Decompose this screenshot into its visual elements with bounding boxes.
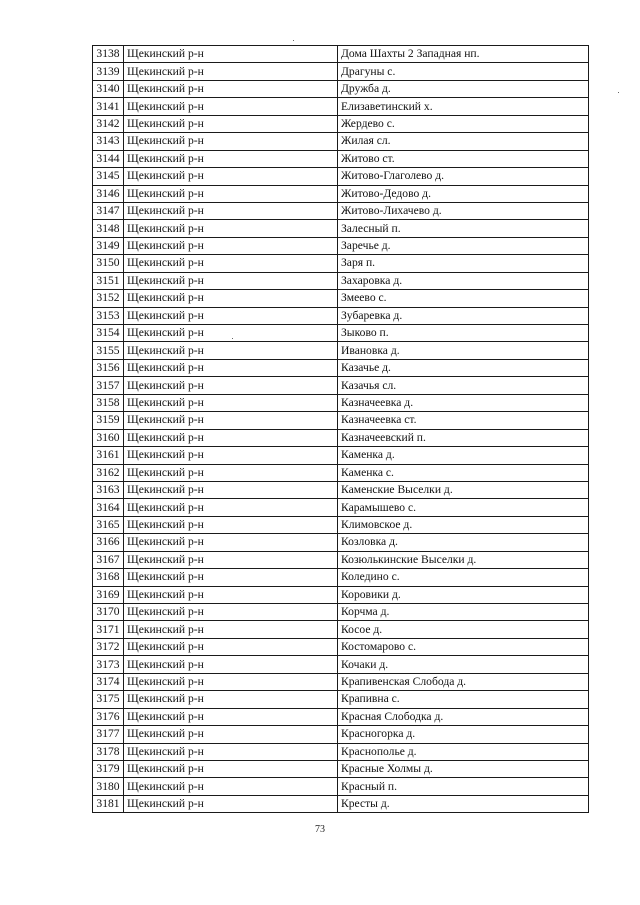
table-row [93, 185, 589, 202]
district-cell: Щекинский р-н [124, 481, 338, 498]
table-row [93, 98, 589, 115]
row-number-cell: 3159 [93, 412, 124, 429]
settlement-name-cell: Костомарово с. [338, 638, 589, 655]
row-number-cell: 3154 [93, 325, 124, 342]
settlement-name-cell: Кресты д. [338, 795, 589, 812]
settlement-name-cell: Краснополье д. [338, 743, 589, 760]
district-cell: Щекинский р-н [124, 237, 338, 254]
row-number-cell: 3143 [93, 133, 124, 150]
row-number-cell: 3181 [93, 795, 124, 812]
district-cell: Щекинский р-н [124, 133, 338, 150]
district-cell: Щекинский р-н [124, 394, 338, 411]
table-row [93, 429, 589, 446]
table-row [93, 307, 589, 324]
row-number-cell: 3151 [93, 272, 124, 289]
scan-speck [618, 92, 619, 93]
district-cell: Щекинский р-н [124, 743, 338, 760]
settlement-name-cell: Климовское д. [338, 516, 589, 533]
district-cell: Щекинский р-н [124, 551, 338, 568]
row-number-cell: 3152 [93, 290, 124, 307]
row-number-cell: 3162 [93, 464, 124, 481]
settlement-name-cell: Каменка с. [338, 464, 589, 481]
settlement-name-cell: Коледино с. [338, 569, 589, 586]
row-number-cell: 3144 [93, 150, 124, 167]
district-cell: Щекинский р-н [124, 760, 338, 777]
district-cell: Щекинский р-н [124, 255, 338, 272]
table-row [93, 342, 589, 359]
row-number-cell: 3158 [93, 394, 124, 411]
settlement-name-cell: Зубаревка д. [338, 307, 589, 324]
scan-speck [293, 40, 294, 41]
settlement-name-cell: Захаровка д. [338, 272, 589, 289]
row-number-cell: 3150 [93, 255, 124, 272]
settlement-name-cell: Житово ст. [338, 150, 589, 167]
district-cell: Щекинский р-н [124, 115, 338, 132]
settlement-name-cell: Карамышево с. [338, 499, 589, 516]
settlement-name-cell: Драгуны с. [338, 63, 589, 80]
district-cell: Щекинский р-н [124, 98, 338, 115]
district-cell: Щекинский р-н [124, 656, 338, 673]
row-number-cell: 3168 [93, 569, 124, 586]
table-row [93, 133, 589, 150]
row-number-cell: 3157 [93, 377, 124, 394]
settlement-name-cell: Дружба д. [338, 80, 589, 97]
district-cell: Щекинский р-н [124, 708, 338, 725]
table-row [93, 569, 589, 586]
row-number-cell: 3145 [93, 168, 124, 185]
district-cell: Щекинский р-н [124, 499, 338, 516]
settlement-name-cell: Дома Шахты 2 Западная нп. [338, 46, 589, 63]
table-row [93, 255, 589, 272]
table-row [93, 673, 589, 690]
table-row [93, 708, 589, 725]
table-body [93, 46, 589, 813]
district-cell: Щекинский р-н [124, 534, 338, 551]
table-row [93, 621, 589, 638]
table-row [93, 394, 589, 411]
table-row [93, 168, 589, 185]
row-number-cell: 3172 [93, 638, 124, 655]
table-row [93, 377, 589, 394]
row-number-cell: 3178 [93, 743, 124, 760]
settlement-name-cell: Корчма д. [338, 604, 589, 621]
settlement-name-cell: Каменские Выселки д. [338, 481, 589, 498]
district-cell: Щекинский р-н [124, 168, 338, 185]
row-number-cell: 3166 [93, 534, 124, 551]
district-cell: Щекинский р-н [124, 726, 338, 743]
table-row [93, 743, 589, 760]
row-number-cell: 3175 [93, 691, 124, 708]
scan-speck [232, 338, 233, 339]
district-cell: Щекинский р-н [124, 464, 338, 481]
row-number-cell: 3174 [93, 673, 124, 690]
settlement-name-cell: Жилая сл. [338, 133, 589, 150]
table-row [93, 63, 589, 80]
table-row [93, 237, 589, 254]
settlement-name-cell: Красный п. [338, 778, 589, 795]
row-number-cell: 3153 [93, 307, 124, 324]
district-cell: Щекинский р-н [124, 586, 338, 603]
table-row [93, 604, 589, 621]
table-row [93, 80, 589, 97]
settlement-name-cell: Заря п. [338, 255, 589, 272]
table-row [93, 778, 589, 795]
settlement-name-cell: Казначеевский п. [338, 429, 589, 446]
settlement-name-cell: Косое д. [338, 621, 589, 638]
settlement-name-cell: Ивановка д. [338, 342, 589, 359]
row-number-cell: 3149 [93, 237, 124, 254]
table-row [93, 586, 589, 603]
district-cell: Щекинский р-н [124, 638, 338, 655]
district-cell: Щекинский р-н [124, 80, 338, 97]
table-row [93, 115, 589, 132]
district-cell: Щекинский р-н [124, 377, 338, 394]
district-cell: Щекинский р-н [124, 202, 338, 219]
table-row [93, 760, 589, 777]
row-number-cell: 3161 [93, 447, 124, 464]
settlement-name-cell: Красная Слободка д. [338, 708, 589, 725]
settlement-name-cell: Казачье д. [338, 359, 589, 376]
row-number-cell: 3163 [93, 481, 124, 498]
table-row [93, 499, 589, 516]
district-cell: Щекинский р-н [124, 429, 338, 446]
settlement-name-cell: Красногорка д. [338, 726, 589, 743]
table-row [93, 150, 589, 167]
district-cell: Щекинский р-н [124, 290, 338, 307]
district-cell: Щекинский р-н [124, 412, 338, 429]
table-row [93, 481, 589, 498]
table-row [93, 447, 589, 464]
table-row [93, 272, 589, 289]
settlement-name-cell: Заречье д. [338, 237, 589, 254]
row-number-cell: 3170 [93, 604, 124, 621]
row-number-cell: 3156 [93, 359, 124, 376]
district-cell: Щекинский р-н [124, 778, 338, 795]
row-number-cell: 3169 [93, 586, 124, 603]
row-number-cell: 3141 [93, 98, 124, 115]
district-cell: Щекинский р-н [124, 325, 338, 342]
row-number-cell: 3140 [93, 80, 124, 97]
settlements-table [92, 45, 589, 813]
table-row [93, 412, 589, 429]
row-number-cell: 3148 [93, 220, 124, 237]
district-cell: Щекинский р-н [124, 220, 338, 237]
row-number-cell: 3171 [93, 621, 124, 638]
settlement-name-cell: Кочаки д. [338, 656, 589, 673]
settlement-name-cell: Житово-Глаголево д. [338, 168, 589, 185]
row-number-cell: 3160 [93, 429, 124, 446]
district-cell: Щекинский р-н [124, 185, 338, 202]
district-cell: Щекинский р-н [124, 604, 338, 621]
table-row [93, 290, 589, 307]
row-number-cell: 3164 [93, 499, 124, 516]
settlement-name-cell: Казачья сл. [338, 377, 589, 394]
settlement-name-cell: Житово-Лихачево д. [338, 202, 589, 219]
settlement-name-cell: Зыково п. [338, 325, 589, 342]
table-row [93, 516, 589, 533]
table-row [93, 691, 589, 708]
table-row [93, 534, 589, 551]
settlement-name-cell: Коровики д. [338, 586, 589, 603]
table-row [93, 656, 589, 673]
table-row [93, 46, 589, 63]
row-number-cell: 3139 [93, 63, 124, 80]
district-cell: Щекинский р-н [124, 307, 338, 324]
settlement-name-cell: Змеево с. [338, 290, 589, 307]
row-number-cell: 3147 [93, 202, 124, 219]
row-number-cell: 3177 [93, 726, 124, 743]
table-row [93, 726, 589, 743]
settlement-name-cell: Елизаветинский х. [338, 98, 589, 115]
settlement-name-cell: Житово-Дедово д. [338, 185, 589, 202]
settlement-name-cell: Красные Холмы д. [338, 760, 589, 777]
district-cell: Щекинский р-н [124, 569, 338, 586]
row-number-cell: 3167 [93, 551, 124, 568]
table-row [93, 325, 589, 342]
district-cell: Щекинский р-н [124, 516, 338, 533]
district-cell: Щекинский р-н [124, 673, 338, 690]
table-row [93, 464, 589, 481]
table-row [93, 551, 589, 568]
settlement-name-cell: Казначеевка д. [338, 394, 589, 411]
settlement-name-cell: Залесный п. [338, 220, 589, 237]
table-row [93, 202, 589, 219]
row-number-cell: 3155 [93, 342, 124, 359]
settlement-name-cell: Крапивенская Слобода д. [338, 673, 589, 690]
district-cell: Щекинский р-н [124, 272, 338, 289]
district-cell: Щекинский р-н [124, 621, 338, 638]
table-row [93, 795, 589, 812]
settlement-name-cell: Жердево с. [338, 115, 589, 132]
row-number-cell: 3165 [93, 516, 124, 533]
district-cell: Щекинский р-н [124, 46, 338, 63]
row-number-cell: 3180 [93, 778, 124, 795]
settlement-name-cell: Козловка д. [338, 534, 589, 551]
row-number-cell: 3146 [93, 185, 124, 202]
row-number-cell: 3179 [93, 760, 124, 777]
district-cell: Щекинский р-н [124, 691, 338, 708]
district-cell: Щекинский р-н [124, 795, 338, 812]
row-number-cell: 3142 [93, 115, 124, 132]
settlement-name-cell: Козюлькинские Выселки д. [338, 551, 589, 568]
district-cell: Щекинский р-н [124, 447, 338, 464]
district-cell: Щекинский р-н [124, 342, 338, 359]
district-cell: Щекинский р-н [124, 150, 338, 167]
row-number-cell: 3138 [93, 46, 124, 63]
table-row [93, 220, 589, 237]
district-cell: Щекинский р-н [124, 359, 338, 376]
district-cell: Щекинский р-н [124, 63, 338, 80]
page-number: 73 [315, 824, 325, 835]
table-row [93, 359, 589, 376]
row-number-cell: 3176 [93, 708, 124, 725]
row-number-cell: 3173 [93, 656, 124, 673]
settlement-name-cell: Каменка д. [338, 447, 589, 464]
settlement-name-cell: Крапивна с. [338, 691, 589, 708]
table-row [93, 638, 589, 655]
settlement-name-cell: Казначеевка ст. [338, 412, 589, 429]
